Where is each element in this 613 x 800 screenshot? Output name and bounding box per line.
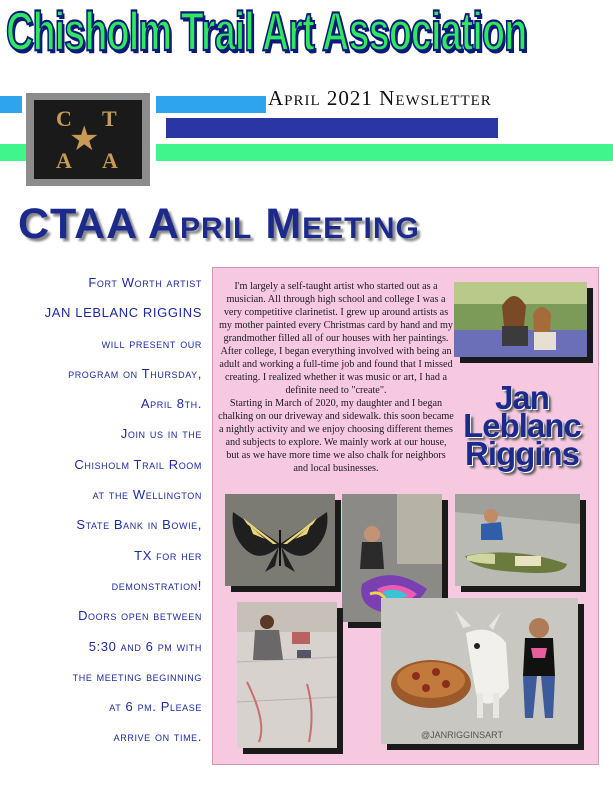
butterfly-chalk-photo [225, 494, 335, 586]
decorative-bar-light-blue-right [156, 96, 266, 113]
artist-name-line: Riggins [465, 435, 579, 472]
logo-letter-a-right: A [102, 148, 118, 173]
artist-with-daughter-photo [454, 282, 587, 357]
announcement-line: April 8th. [140, 396, 202, 412]
announcement-line: TX for her [134, 547, 202, 563]
bio-paragraph: Starting in March of 2020, my daughter and I began chalking on our driveway and sidewalk. this soon became a nightly activity and we enjoy choosing different themes and subjects to explore. We mainly work at our house, but as we have more time we also chalk for neighbors and local businesses. [218, 398, 454, 474]
announcement-line: arrive on time. [113, 729, 202, 745]
announcement-line: Chisholm Trail Room [74, 456, 202, 472]
announcement-line: the meeting beginning [72, 668, 202, 684]
announcement-line: State Bank in Bowie, [76, 517, 202, 533]
announcement-line: at the Wellington [92, 487, 202, 503]
artist-name [452, 379, 592, 472]
announcement-line: Fort Worth artist [88, 275, 202, 290]
announcement-line: at 6 pm. Please [109, 699, 202, 715]
logo-letter-a-left: A [56, 148, 72, 173]
logo-letter-t: T [102, 106, 117, 131]
artist-bio [218, 280, 454, 475]
artist-name-line: Jan [495, 379, 549, 416]
decorative-bar-green-left [0, 144, 26, 161]
decorative-bar-green-right [156, 144, 613, 161]
newsletter-date-label: April 2021 Newsletter [268, 86, 492, 110]
announcement-line: program on Thursday, [68, 365, 202, 381]
announcement-line: will present our [101, 335, 202, 351]
bio-paragraph: I'm largely a self-taught artist who started out as a musician. All through high school and college I was a very competitive clarinetist. I grew up around artists as my mother painted every Christmas card by hand and my grandmother filled all of our houses with her paintings. After college, I began everything involved with being an adult and working a full-time job and found that I missed creating. I realized whether it was music or art, I had a definite need to "create". [219, 281, 453, 396]
announcement-line: demonstration! [111, 577, 202, 593]
artist-name-line: Leblanc [463, 407, 581, 444]
goat-pizza-chalk-photo [381, 598, 578, 744]
decorative-bar-navy [166, 118, 498, 138]
woman-chalking-sidewalk-photo [237, 602, 337, 748]
photo-watermark: @JANRIGGINSART [421, 730, 503, 740]
star-icon: ★ [69, 120, 100, 158]
logo-letter-c: C [56, 106, 72, 131]
announcement-line: JAN LEBLANC RIGGINS [44, 305, 202, 321]
announcement-line: Doors open between [78, 608, 202, 624]
announcement-line: Join us in the [120, 426, 202, 442]
association-title: Chisholm Trail Art Association [6, 2, 527, 63]
meeting-announcement [14, 268, 202, 753]
decorative-bar-light-blue-left [0, 96, 22, 113]
announcement-line: 5:30 and 6 pm with [88, 638, 202, 654]
meeting-heading: CTAA April Meeting [18, 200, 420, 248]
boy-chalking-bottle-photo [455, 494, 580, 586]
